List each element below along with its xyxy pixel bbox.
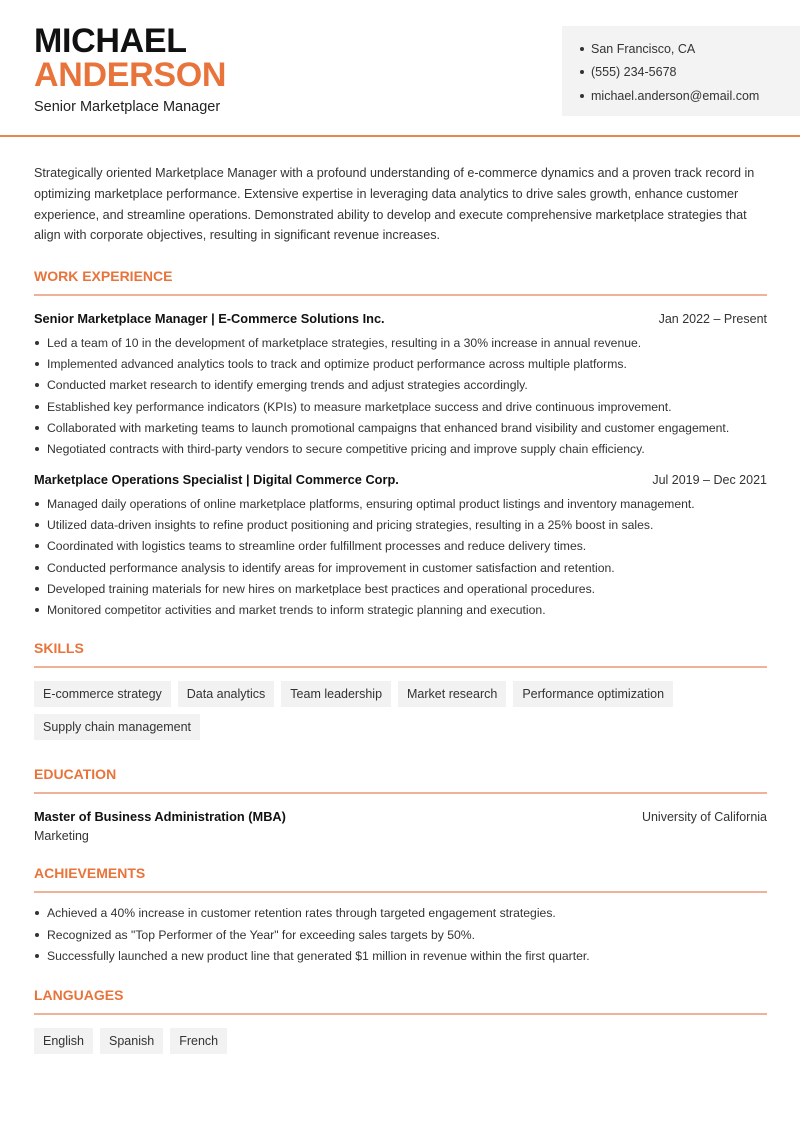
job-bullet: Conducted market research to identify emerging trends and adjust strategies accordingly. [34, 375, 767, 396]
languages-list [34, 1028, 767, 1054]
language-tag: French [170, 1028, 227, 1054]
education-entry [34, 809, 767, 843]
achievement-item: Recognized as "Top Performer of the Year" for exceeding sales targets by 50%. [34, 924, 767, 945]
section-title-languages: LANGUAGES [34, 987, 767, 1015]
last-name: ANDERSON [34, 56, 227, 94]
job-entry [34, 311, 767, 460]
bullet-icon [35, 362, 39, 366]
achievement-item: Achieved a 40% increase in customer retention rates through targeted engagement strategies. [34, 903, 767, 924]
job-bullet: Managed daily operations of online marketplace platforms, ensuring optimal product listings and inventory management. [34, 493, 767, 514]
job-bullet: Collaborated with marketing teams to launch promotional campaigns that enhanced brand visibility and customer engagement. [34, 417, 767, 438]
bullet-icon [35, 911, 39, 915]
job-bullet: Coordinated with logistics teams to streamline order fulfillment processes and reduce delivery times. [34, 536, 767, 557]
job-bullet: Utilized data-driven insights to refine product positioning and pricing strategies, resulting in a 25% boost in sales. [34, 514, 767, 535]
skill-tag: Performance optimization [513, 681, 673, 707]
bullet-icon [580, 47, 584, 51]
job-role: Senior Marketplace Manager | E-Commerce Solutions Inc. [34, 311, 385, 327]
section-title-education: EDUCATION [34, 766, 767, 794]
bullet-icon [35, 933, 39, 937]
job-bullet: Conducted performance analysis to identify areas for improvement in customer satisfaction and retention. [34, 557, 767, 578]
bullet-icon [35, 523, 39, 527]
edu-school: University of California [641, 809, 767, 824]
bullet-icon [580, 70, 584, 74]
job-bullet: Negotiated contracts with third-party vendors to secure competitive pricing and improve supply chain efficiency. [34, 439, 767, 460]
skill-tag: E-commerce strategy [34, 681, 171, 707]
job-bullet: Implemented advanced analytics tools to track and optimize product performance across multiple platforms. [34, 353, 767, 374]
bullet-icon [35, 502, 39, 506]
language-tag: Spanish [100, 1028, 163, 1054]
contact-phone: (555) 234-5678 [580, 61, 800, 85]
achievement-item: Successfully launched a new product line that generated $1 million in revenue within the first quarter. [34, 945, 767, 966]
bullet-icon [35, 954, 39, 958]
job-entry [34, 472, 767, 621]
job-role: Marketplace Operations Specialist | Digital Commerce Corp. [34, 471, 399, 487]
language-tag: English [34, 1028, 93, 1054]
bullet-icon [35, 587, 39, 591]
bullet-icon [35, 426, 39, 430]
bullet-icon [35, 341, 39, 345]
edu-field: Marketing [34, 828, 89, 843]
skill-tag: Data analytics [178, 681, 275, 707]
bullet-icon [35, 447, 39, 451]
job-bullet: Established key performance indicators (KPIs) to measure marketplace success and drive continuous improvement. [34, 396, 767, 417]
bullet-icon [35, 566, 39, 570]
bullet-icon [35, 608, 39, 612]
skill-tag: Team leadership [281, 681, 391, 707]
first-name: MICHAEL [34, 22, 187, 60]
contact-box [562, 26, 800, 116]
job-title: Senior Marketplace Manager [34, 99, 221, 115]
job-bullet: Monitored competitor activities and market trends to inform strategic planning and execution. [34, 599, 767, 620]
skills-list [34, 681, 767, 740]
skill-tag: Supply chain management [34, 714, 200, 740]
job-dates: Jan 2022 – Present [658, 312, 767, 327]
resume-body [34, 163, 767, 1054]
job-bullet: Developed training materials for new hires on marketplace best practices and operational procedures. [34, 578, 767, 599]
bullet-icon [35, 383, 39, 387]
section-title-work: WORK EXPERIENCE [34, 268, 767, 296]
contact-email[interactable]: michael.anderson@email.com [580, 84, 800, 108]
summary: Strategically oriented Marketplace Manager with a profound understanding of e-commerce dynamics and a proven track record in optimizing marketplace performance. Extensive expertise in leveraging data analytics to drive sales growth, enhance customer experience, and streamline operations. Demonstrated ability to develop and execute comprehensive marketplace strategies that align with corporate objectives, resulting in significant revenue increases. [34, 166, 755, 243]
bullet-icon [35, 405, 39, 409]
job-dates: Jul 2019 – Dec 2021 [652, 472, 767, 487]
contact-location: San Francisco, CA [580, 37, 800, 61]
bullet-icon [580, 94, 584, 98]
edu-degree: Master of Business Administration (MBA) [34, 808, 286, 824]
section-title-achievements: ACHIEVEMENTS [34, 865, 767, 893]
achievements-list [34, 903, 767, 967]
resume-header [0, 0, 800, 137]
job-bullet: Led a team of 10 in the development of marketplace strategies, resulting in a 30% increase in annual revenue. [34, 332, 767, 353]
section-title-skills: SKILLS [34, 640, 767, 668]
skill-tag: Market research [398, 681, 506, 707]
bullet-icon [35, 544, 39, 548]
